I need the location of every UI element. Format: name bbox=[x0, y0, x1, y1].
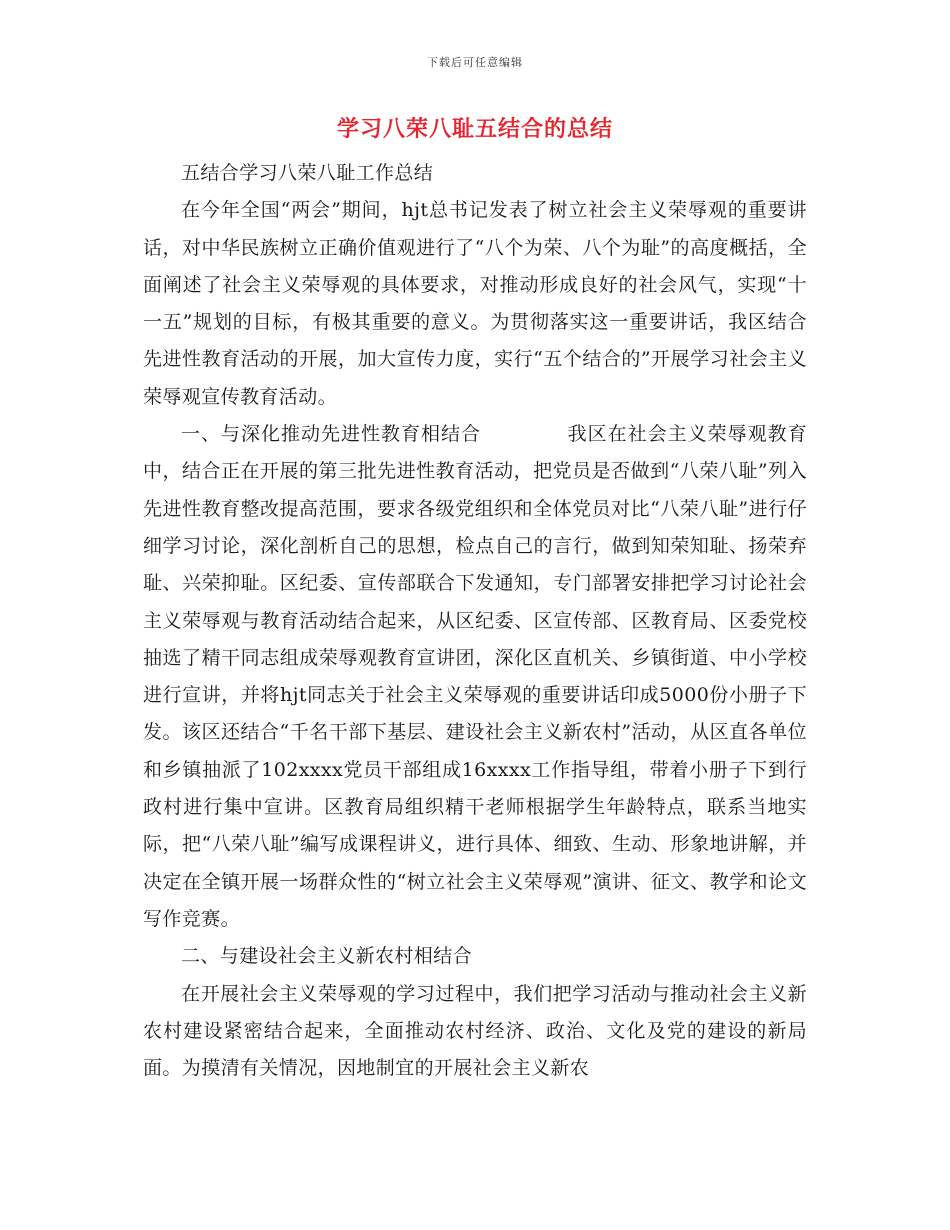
section-two-heading: 二、与建设社会主义新农村相结合 bbox=[181, 945, 473, 968]
document-title: 学习八荣八耻五结合的总结 bbox=[336, 116, 613, 142]
subtitle-paragraph: 五结合学习八荣八耻工作总结 bbox=[181, 162, 434, 184]
document-body bbox=[143, 155, 807, 1087]
section-two-paragraph: 在开展社会主义荣辱观的学习过程中，我们把学习活动与推动社会主义新农村建设紧密结合起来，全面推动农村经济、政治、文化及党的建设的新局面。为摸清有关情况，因地制宜的开展社会主义新农 bbox=[143, 982, 807, 1080]
intro-paragraph: 在今年全国“两会”期间，hjt总书记发表了树立社会主义荣辱观的重要讲话，对中华民族树立正确价值观进行了“八个为荣、八个为耻”的高度概括，全面阐述了社会主义荣辱观的具体要求，对推动形成良好的社会风气，实现“十一五”规划的目标，有极其重要的意义。为贯彻落实这一重要讲话，我区结合先进性教育活动的开展，加大宣传力度，实行“五个结合的”开展学习社会主义荣辱观宣传教育活动。 bbox=[143, 199, 807, 408]
section-one-heading: 一、与深化推动先进性教育相结合 bbox=[181, 423, 481, 446]
section-one-body: 我区在社会主义荣辱观教育中，结合正在开展的第三批先进性教育活动，把党员是否做到“八荣八耻”列入先进性教育整改提高范围，要求各级党组织和全体党员对比“八荣八耻”进行仔细学习讨论，深化剖析自己的思想，检点自己的言行，做到知荣知耻、扬荣弃耻、兴荣抑耻。区纪委、宣传部联合下发通知，专门部署安排把学习讨论社会主义荣辱观与教育活动结合起来，从区纪委、区宣传部、区教育局、区委党校抽选了精干同志组成荣辱观教育宣讲团，深化区直机关、乡镇街道、中小学校进行宣讲，并将hjt同志关于社会主义荣辱观的重要讲话印成5000份小册子下发。该区还结合“千名干部下基层、建设社会主义新农村”活动，从区直各单位和乡镇抽派了102xxxx党员干部组成16xxxx工作指导组，带着小册子下到行政村进行集中宣讲。区教育局组织精干老师根据学生年龄特点，联系当地实际，把“八荣八耻”编写成课程讲义，进行具体、细致、生动、形象地讲解，并决定在全镇开展一场群众性的“树立社会主义荣辱观”演讲、征文、教学和论文写作竞赛。 bbox=[143, 423, 807, 930]
page-header-note: 下载后可任意编辑 bbox=[427, 56, 523, 69]
section-one-paragraph bbox=[143, 416, 807, 938]
